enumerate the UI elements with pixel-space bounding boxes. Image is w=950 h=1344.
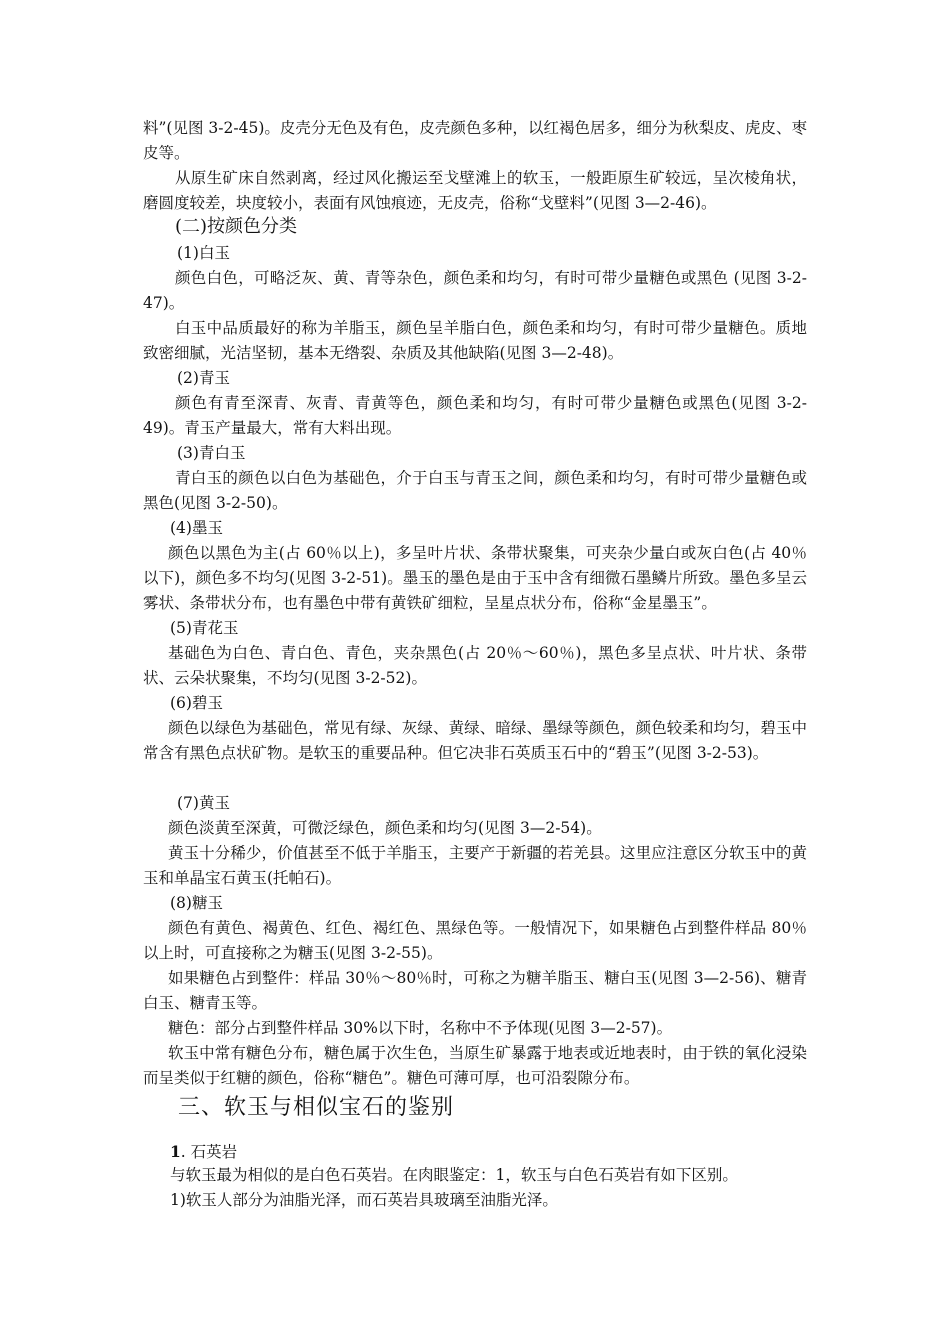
- paragraph-sugar-color-origin: 软玉中常有糖色分布，糖色属于次生色，当原生矿暴露于地表或近地表时，由于铁的氧化浸染而呈类似于红糖的颜色，俗称“糖色”。糖色可薄可厚，也可沿裂隙分布。: [143, 1044, 807, 1087]
- paragraph-white-jade-color: 颜色白色，可略泛灰、黄、青等杂色，颜色柔和均匀，有时可带少量糖色或黑色 (见图 3-2-47)。: [143, 269, 807, 312]
- heading-biyu: (6)碧玉: [170, 694, 223, 712]
- paragraph-biyu: 颜色以绿色为基础色，常见有绿、灰绿、黄绿、暗绿、墨绿等颜色，颜色较柔和均匀，碧玉中常含有黑色点状矿物。是软玉的重要品种。但它决非石英质玉石中的“碧玉”(见图 3-2-53)。: [143, 719, 807, 762]
- section-heading-identification: 三、软玉与相似宝石的鉴别: [178, 1095, 455, 1120]
- heading-quartzite-number: 1: [170, 1142, 181, 1161]
- heading-yellow-jade: (7)黄玉: [177, 794, 230, 812]
- paragraph-black-jade: 颜色以黑色为主(占 60％以上)，多呈叶片状、条带状聚集，可夹杂少量白或灰白色(占 40％以下)，颜色多不均匀(见图 3-2-51)。墨玉的墨色是由于玉中含有细微石墨鳞片所致。墨色多呈云雾状、条带状分布，也有墨色中带有黄铁矿细粒，呈星点状分布，俗称“金星墨玉”。: [143, 544, 807, 612]
- heading-by-color: (二)按颜色分类: [175, 216, 298, 237]
- paragraph-sugar-jade-color: 颜色有黄色、褐黄色、红色、褐红色、黑绿色等。一般情况下，如果糖色占到整件样品 80％以上时，可直接称之为糖玉(见图 3-2-55)。: [143, 919, 807, 962]
- heading-black-jade: (4)墨玉: [170, 519, 223, 537]
- heading-green-jade: (2)青玉: [177, 369, 230, 387]
- paragraph-green-jade: 颜色有青至深青、灰青、青黄等色，颜色柔和均匀，有时可带少量糖色或黑色(见图 3-2-49)。青玉产量最大，常有大料出现。: [143, 394, 807, 437]
- paragraph-sugar-jade-partial: 如果糖色占到整件：样品 30％～80％时，可称之为糖羊脂玉、糖白玉(见图 3—2-56)、糖青白玉、糖青玉等。: [143, 969, 807, 1012]
- paragraph-peel-types: 料”(见图 3-2-45)。皮壳分无色及有色，皮壳颜色多种，以红褐色居多，细分为秋梨皮、虎皮、枣皮等。: [143, 119, 807, 162]
- paragraph-yellow-jade-color: 颜色淡黄至深黄，可微泛绿色，颜色柔和均匀(见图 3—2-54)。: [168, 819, 602, 837]
- paragraph-green-white-jade: 青白玉的颜色以白色为基础色，介于白玉与青玉之间，颜色柔和均匀，有时可带少量糖色或黑色(见图 3-2-50)。: [143, 469, 807, 512]
- heading-qinghua-jade: (5)青花玉: [170, 619, 239, 637]
- heading-white-jade: (1)白玉: [177, 244, 230, 262]
- paragraph-quartzite-luster: 1)软玉人部分为油脂光泽，而石英岩具玻璃至油脂光泽。: [170, 1191, 558, 1209]
- paragraph-qinghua-jade: 基础色为白色、青白色、青色，夹杂黑色(占 20％～60％)，黑色多呈点状、叶片状、条带状、云朵状聚集，不均匀(见图 3-2-52)。: [143, 644, 807, 687]
- heading-quartzite-label: . 石英岩: [180, 1143, 238, 1161]
- paragraph-sugar-color-minor: 糖色：部分占到整件样品 30%以下时，名称中不予体现(见图 3—2-57)。: [168, 1019, 673, 1037]
- heading-green-white-jade: (3)青白玉: [177, 444, 246, 462]
- paragraph-yellow-jade-rarity: 黄玉十分稀少，价值甚至不低于羊脂玉，主要产于新疆的若羌县。这里应注意区分软玉中的黄玉和单晶宝石黄玉(托帕石)。: [143, 844, 807, 887]
- heading-quartzite: [170, 1139, 237, 1165]
- paragraph-mutton-fat-jade: 白玉中品质最好的称为羊脂玉，颜色呈羊脂白色，颜色柔和均匀，有时可带少量糖色。质地致密细腻，光洁坚韧，基本无绺裂、杂质及其他缺陷(见图 3—2-48)。: [143, 319, 807, 362]
- heading-sugar-jade: (8)糖玉: [170, 894, 223, 912]
- paragraph-quartzite-intro: 与软玉最为相似的是白色石英岩。在肉眼鉴定：1，软玉与白色石英岩有如下区别。: [170, 1166, 738, 1184]
- paragraph-gobi-material: 从原生矿床自然剥离，经过风化搬运至戈壁滩上的软玉，一般距原生矿较远，呈次棱角状，磨圆度较差，块度较小，表面有风蚀痕迹，无皮壳，俗称“戈壁料”(见图 3—2-46)。: [143, 169, 807, 212]
